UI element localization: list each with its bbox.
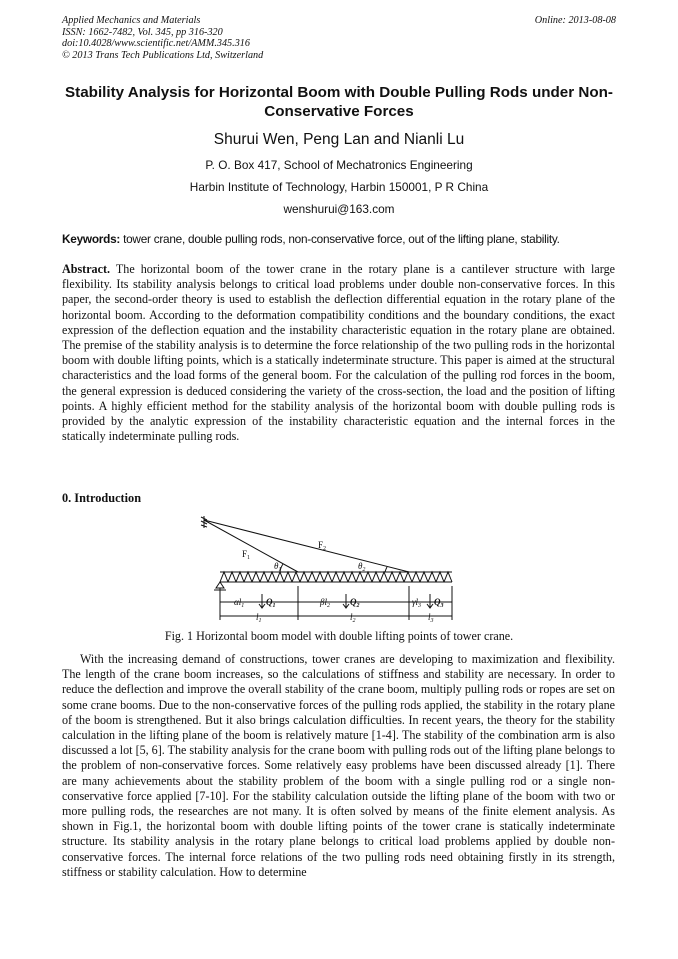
affiliation-line-2: Harbin Institute of Technology, Harbin 150001, P R China: [189, 180, 489, 194]
abstract-label: Abstract.: [62, 262, 111, 276]
introduction-paragraph: With the increasing demand of constructions, tower cranes are developing to maximization and flexibility. The length of the crane boom increases, so the calculations of stiffness and stability are necessary. In order to reduce the deflection and improve the overall stability of the crane boom, multiply pulling rods or ropes are set on some crane booms. Due to the non-conservative forces of the pulling rods applied, the stability in the rotary plane of the boom is strengthened. But it also brings calculation difficulties. In recent years, the theory for the stability calculation in the lifting plane of the boom is relatively mature [1-4]. The stability of the combination arm is also discussed a lot [5, 6]. The stability analysis for the crane boom with pulling rods out of the lifting plane belongs to the problem of non-conservative forces. Some relatively easy problems have been discussed already [1]. There are many achievements about the stability problem of the boom with a single pulling rod or a single non-conservative force applied [7-10]. For the stability calculation outside the lifting plane of the boom with two or more pulling rods, the researches are not many. It is often solved by means of the finite element analysis. As shown in Fig.1, the horizontal boom with double lifting points of the tower crane is statically indeterminate structure. Its stability analysis in the rotary plane belongs to critical load problems applied by double non-conservative forces. The internal force relations of the two pulling rods need obtaining firstly in its strength, stiffness or stability calculation. How to determine: [62, 652, 615, 879]
journal-name: Applied Mechanics and Materials: [62, 15, 201, 26]
label-theta1: $\theta_1$: [274, 561, 282, 573]
keywords: [62, 232, 622, 246]
keywords-text: tower crane, double pulling rods, non-conservative force, out of the lifting plane, stability.: [120, 232, 560, 246]
angle-arc-2: [385, 567, 387, 572]
affiliation-line-1: P. O. Box 417, School of Mechatronics Engineering: [205, 158, 473, 172]
paper-title: Stability Analysis for Horizontal Boom with Double Pulling Rods under Non-Conservative Forces: [65, 84, 613, 120]
tower-top-mark: [201, 516, 207, 528]
journal-header: [62, 15, 616, 61]
load-arrow-q1: [259, 594, 265, 608]
boom-truss-web: [220, 572, 452, 582]
author-list: Shurui Wen, Peng Lan and Nianli Lu: [213, 131, 465, 148]
abstract-text: The horizontal boom of the tower crane in the rotary plane is a cantilever structure with large flexibility. Its stability analysis belongs to critical load problems under double non-conservative forces. In this paper, the second-order theory is used to establish the deflection differential equation in the rotary plane of the horizontal boom. According to the deformation compatibility conditions and the boundary conditions, the exact expression of the deflection equation and the instability characteristic equation in the rotary plane are obtained. The premise of the stability analysis is to determine the force relationship of the two pulling rods in the horizontal boom with double lifting points, which is a statically indeterminate structure. This paper is aimed at the structural characteristics and the load forms of the general boom. For the calculation of the pulling rod forces in the boom, the general expression is deduced considering the variety of the cross-section, the load and the position of lifting points. A highly efficient method for the stability analysis of the horizontal boom with double pulling rods is provided by the analytic expression of the instability characteristic equation and the internal forces in the statically indeterminate pulling rods.: [62, 262, 615, 444]
abstract: [62, 262, 615, 444]
keywords-label: Keywords:: [62, 232, 121, 246]
label-alpha-l1: $\alpha l_1$: [234, 597, 245, 609]
doi-line: doi:10.4028/www.scientific.net/AMM.345.316: [62, 38, 250, 50]
label-q3: $Q_3$: [434, 597, 444, 609]
label-beta-l2: $\beta l_2$: [320, 597, 330, 609]
label-f2: $F_2$: [318, 540, 327, 552]
author-email: wenshurui@163.com: [283, 202, 395, 216]
label-q2: $Q_2$: [350, 597, 360, 609]
label-theta2: $\theta_2$: [358, 561, 366, 573]
boom-diagram: [190, 512, 480, 626]
copyright-line: © 2013 Trans Tech Publications Ltd, Switzerland: [62, 49, 264, 61]
label-f1: $F_1$: [242, 549, 251, 561]
label-l1: $l_1$: [256, 612, 262, 624]
pulling-rod-1: [204, 520, 298, 572]
figure-caption: Fig. 1 Horizontal boom model with double lifting points of tower crane.: [164, 629, 514, 643]
load-arrow-q3: [427, 594, 433, 608]
load-arrow-q2: [343, 594, 349, 608]
figure-boom-model: [190, 512, 480, 631]
online-date: Online: 2013-08-08: [534, 15, 616, 26]
pulling-rod-2: [204, 520, 409, 572]
section-heading-introduction: 0. Introduction: [62, 491, 142, 505]
label-l3: $l_3$: [428, 612, 434, 624]
label-q1: $Q_1$: [266, 597, 276, 609]
label-gamma-l3: $\gamma l_3$: [412, 597, 422, 609]
issn-line: ISSN: 1662-7482, Vol. 345, pp 316-320: [62, 26, 223, 38]
label-l2: $l_2$: [350, 612, 356, 624]
